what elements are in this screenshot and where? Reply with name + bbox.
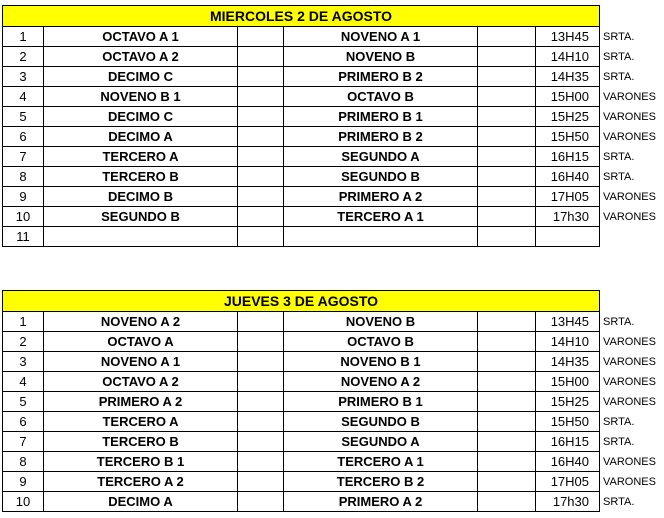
match-time: 14H35 — [536, 67, 600, 87]
match-number: 9 — [3, 187, 44, 207]
table-row — [3, 352, 664, 372]
empty-cell — [478, 187, 536, 207]
team-home: SEGUNDO B — [44, 207, 238, 227]
table-row — [3, 432, 664, 452]
team-away: NOVENO A 2 — [284, 372, 478, 392]
team-away: NOVENO A 1 — [284, 27, 478, 47]
team-home: OCTAVO A 1 — [44, 27, 238, 47]
team-home: TERCERO A — [44, 412, 238, 432]
empty-cell — [238, 47, 284, 67]
empty-cell — [478, 432, 536, 452]
match-time: 15H00 — [536, 87, 600, 107]
table-header-row — [3, 6, 664, 27]
empty-cell — [478, 167, 536, 187]
table-row — [3, 27, 664, 47]
team-home: NOVENO A 2 — [44, 312, 238, 332]
table-row — [3, 127, 664, 147]
team-home — [44, 227, 238, 247]
match-number: 8 — [3, 167, 44, 187]
team-home: DECIMO A — [44, 492, 238, 512]
team-away: SEGUNDO B — [284, 412, 478, 432]
table-row — [3, 47, 664, 67]
empty-cell — [478, 147, 536, 167]
table-row — [3, 332, 664, 352]
match-time: 15H00 — [536, 372, 600, 392]
match-number: 9 — [3, 472, 44, 492]
table-row — [3, 87, 664, 107]
team-away: NOVENO B — [284, 47, 478, 67]
team-home: NOVENO A 1 — [44, 352, 238, 372]
schedule-table-thursday — [2, 290, 664, 512]
empty-cell — [238, 67, 284, 87]
match-time: 16H40 — [536, 452, 600, 472]
team-home: OCTAVO A 2 — [44, 372, 238, 392]
empty-cell — [238, 492, 284, 512]
team-home: TERCERO B — [44, 167, 238, 187]
match-category: VARONES — [603, 130, 656, 143]
team-home: PRIMERO A 2 — [44, 392, 238, 412]
team-home: OCTAVO A 2 — [44, 47, 238, 67]
team-home: TERCERO A 2 — [44, 472, 238, 492]
team-home: TERCERO B — [44, 432, 238, 452]
match-time: 17H05 — [536, 187, 600, 207]
match-category: VARONES — [603, 355, 656, 368]
match-category: VARONES — [603, 210, 656, 223]
empty-cell — [478, 312, 536, 332]
empty-cell — [478, 27, 536, 47]
team-away: TERCERO A 1 — [284, 452, 478, 472]
team-home: DECIMO A — [44, 127, 238, 147]
empty-cell — [478, 127, 536, 147]
table-row — [3, 227, 664, 247]
empty-cell — [238, 107, 284, 127]
empty-cell — [478, 372, 536, 392]
empty-cell — [238, 147, 284, 167]
table-row — [3, 207, 664, 227]
match-category: VARONES — [603, 335, 656, 348]
match-category: VARONES — [603, 475, 656, 488]
match-category: SRTA. — [603, 30, 635, 43]
empty-cell — [478, 332, 536, 352]
match-number: 1 — [3, 27, 44, 47]
match-category: VARONES — [603, 110, 656, 123]
match-time: 16H15 — [536, 147, 600, 167]
empty-cell — [478, 207, 536, 227]
match-number: 5 — [3, 107, 44, 127]
match-time: 16H15 — [536, 432, 600, 452]
team-away: PRIMERO B 1 — [284, 392, 478, 412]
empty-cell — [238, 472, 284, 492]
match-category: SRTA. — [603, 50, 635, 63]
match-category: VARONES — [603, 455, 656, 468]
match-category: VARONES — [603, 190, 656, 203]
empty-cell — [238, 127, 284, 147]
empty-cell — [238, 392, 284, 412]
match-number: 5 — [3, 392, 44, 412]
match-number: 2 — [3, 332, 44, 352]
match-time: 15H25 — [536, 392, 600, 412]
match-time — [536, 227, 600, 247]
match-time: 15H25 — [536, 107, 600, 127]
match-number: 7 — [3, 147, 44, 167]
team-away: SEGUNDO A — [284, 432, 478, 452]
match-number: 6 — [3, 127, 44, 147]
match-number: 2 — [3, 47, 44, 67]
empty-cell — [238, 432, 284, 452]
team-away: NOVENO B — [284, 312, 478, 332]
team-home: TERCERO A — [44, 147, 238, 167]
empty-cell — [478, 87, 536, 107]
match-number: 3 — [3, 352, 44, 372]
team-away: NOVENO B 1 — [284, 352, 478, 372]
empty-cell — [478, 47, 536, 67]
team-away: SEGUNDO A — [284, 147, 478, 167]
empty-cell — [238, 87, 284, 107]
match-number: 3 — [3, 67, 44, 87]
team-away: PRIMERO B 1 — [284, 107, 478, 127]
match-number: 4 — [3, 87, 44, 107]
team-away: PRIMERO B 2 — [284, 127, 478, 147]
team-home: DECIMO C — [44, 67, 238, 87]
table-row — [3, 372, 664, 392]
match-category: SRTA. — [603, 415, 635, 428]
match-category: VARONES — [603, 90, 656, 103]
match-number: 7 — [3, 432, 44, 452]
match-category: VARONES — [603, 375, 656, 388]
table-row — [3, 187, 664, 207]
match-number: 4 — [3, 372, 44, 392]
match-number: 11 — [3, 227, 44, 247]
empty-cell — [478, 392, 536, 412]
empty-cell — [478, 67, 536, 87]
team-home: NOVENO B 1 — [44, 87, 238, 107]
empty-cell — [238, 332, 284, 352]
match-time: 13H45 — [536, 312, 600, 332]
empty-cell — [478, 492, 536, 512]
match-time: 15H50 — [536, 412, 600, 432]
team-home: DECIMO B — [44, 187, 238, 207]
match-time: 16H40 — [536, 167, 600, 187]
empty-cell — [238, 187, 284, 207]
empty-cell — [238, 372, 284, 392]
team-home: DECIMO C — [44, 107, 238, 127]
empty-cell — [478, 472, 536, 492]
table-row — [3, 412, 664, 432]
match-number: 6 — [3, 412, 44, 432]
team-away: TERCERO B 2 — [284, 472, 478, 492]
schedule-table-wednesday — [2, 5, 664, 247]
empty-cell — [238, 452, 284, 472]
team-away: PRIMERO A 2 — [284, 187, 478, 207]
match-time: 17h30 — [536, 207, 600, 227]
team-away — [284, 227, 478, 247]
empty-cell — [238, 27, 284, 47]
table-row — [3, 492, 664, 512]
match-category: SRTA. — [603, 435, 635, 448]
empty-cell — [478, 352, 536, 372]
match-time: 14H10 — [536, 332, 600, 352]
match-time: 17H05 — [536, 472, 600, 492]
empty-cell — [478, 412, 536, 432]
match-number: 10 — [3, 207, 44, 227]
team-away: SEGUNDO B — [284, 167, 478, 187]
match-number: 10 — [3, 492, 44, 512]
table-row — [3, 452, 664, 472]
empty-cell — [238, 312, 284, 332]
team-away: PRIMERO B 2 — [284, 67, 478, 87]
empty-cell — [238, 227, 284, 247]
match-number: 1 — [3, 312, 44, 332]
team-away: OCTAVO B — [284, 87, 478, 107]
table-row — [3, 167, 664, 187]
team-home: OCTAVO A — [44, 332, 238, 352]
match-time: 14H35 — [536, 352, 600, 372]
match-time: 14H10 — [536, 47, 600, 67]
table-row — [3, 392, 664, 412]
match-number: 8 — [3, 452, 44, 472]
empty-cell — [238, 207, 284, 227]
team-home: TERCERO B 1 — [44, 452, 238, 472]
match-category — [600, 227, 664, 247]
empty-cell — [238, 412, 284, 432]
table-row — [3, 67, 664, 87]
match-category: SRTA. — [603, 315, 635, 328]
match-category: SRTA. — [603, 70, 635, 83]
match-category: SRTA. — [603, 495, 635, 508]
team-away: OCTAVO B — [284, 332, 478, 352]
match-category: SRTA. — [603, 170, 635, 183]
empty-cell — [238, 352, 284, 372]
day-title: JUEVES 3 DE AGOSTO — [3, 291, 600, 312]
table-row — [3, 312, 664, 332]
match-time: 13H45 — [536, 27, 600, 47]
table-row — [3, 472, 664, 492]
empty-cell — [478, 452, 536, 472]
table-row — [3, 147, 664, 167]
team-away: PRIMERO A 2 — [284, 492, 478, 512]
table-header-row — [3, 291, 664, 312]
match-time: 17h30 — [536, 492, 600, 512]
empty-cell — [238, 167, 284, 187]
empty-cell — [478, 107, 536, 127]
team-away: TERCERO A 1 — [284, 207, 478, 227]
match-time: 15H50 — [536, 127, 600, 147]
match-category: VARONES — [603, 395, 656, 408]
day-title: MIERCOLES 2 DE AGOSTO — [3, 6, 600, 27]
table-row — [3, 107, 664, 127]
empty-cell — [478, 227, 536, 247]
match-category: SRTA. — [603, 150, 635, 163]
